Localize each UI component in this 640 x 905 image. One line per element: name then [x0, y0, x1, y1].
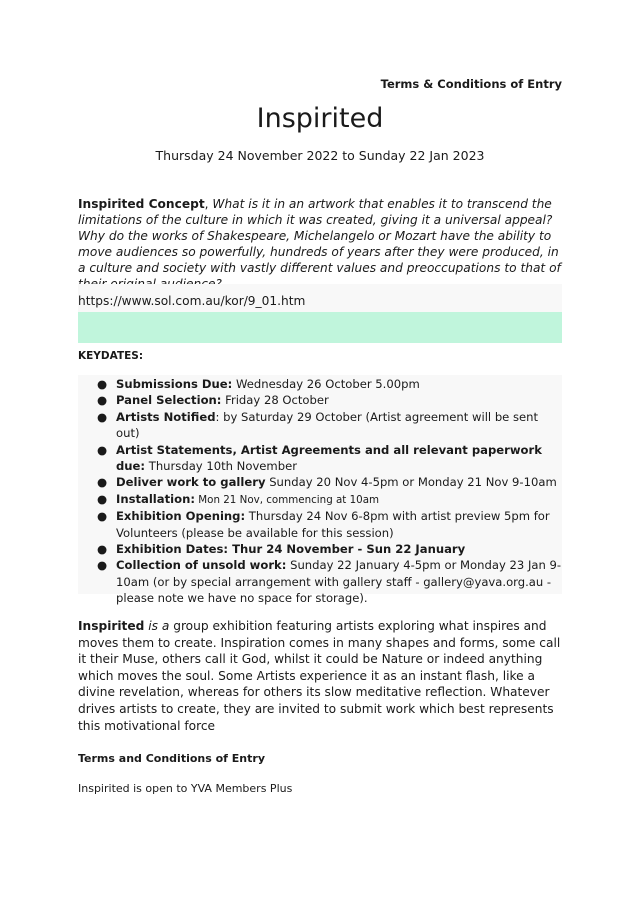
- about-title: Inspirited: [78, 619, 145, 633]
- bullet-icon: ●: [97, 558, 108, 573]
- page-title: Inspirited: [256, 103, 384, 134]
- highlight-bar: [78, 312, 562, 343]
- keydate-label: Exhibition Opening:: [116, 509, 246, 524]
- keydate-item-submissions: [96, 376, 562, 392]
- keydate-label: Collection of unsold work:: [116, 558, 287, 573]
- about-paragraph: [78, 618, 562, 734]
- keydate-label: Installation:: [116, 491, 195, 506]
- keydate-label: Artist Statements, Artist Agreements and all relevant paperwork due:: [116, 442, 542, 474]
- keydate-value: : by Saturday 29 October (Artist agreement will be sent out): [116, 409, 539, 441]
- keydate-item-artists-notified: [96, 409, 562, 442]
- keydate-label: Submissions Due:: [116, 377, 233, 391]
- concept-separator: ,: [204, 197, 213, 211]
- keydate-value: Sunday 20 Nov 4-5pm or Monday 21 Nov 9-10am: [265, 475, 557, 490]
- concept-text: What is it in an artwork that enables it to transcend the limitations of the culture in which it was created, giving it a universal appeal? Why do the works of Shakespeare, Michelangelo or Mozart have the ability to move audiences so powerfully, hundreds of years after they were produced, in a culture and society with vastly different values and preoccupations to that of: [78, 197, 561, 275]
- keydate-item-paperwork-due: [96, 442, 562, 475]
- bullet-icon: ●: [97, 442, 108, 457]
- keydate-label: Artists Notified: [116, 409, 216, 424]
- keydate-value: Friday 28 October: [221, 393, 329, 408]
- about-italic: is a: [144, 619, 170, 633]
- keydates-heading: KEYDATES:: [78, 350, 144, 362]
- exhibition-dates-subtitle: Thursday 24 November 2022 to Sunday 22 Jan 2023: [155, 148, 485, 163]
- keydate-item-installation: [96, 491, 562, 508]
- bullet-icon: ●: [97, 377, 108, 391]
- keydate-value: Sunday 22 January 4-5pm or Monday 23 Jan 9-10am (or by special arrangement with gallery staff - gallery@yava.org.au - please note we have no space for storage).: [116, 558, 562, 606]
- keydate-item-exhibition-opening: [96, 508, 562, 541]
- keydate-value: Thursday 10th November: [145, 459, 297, 474]
- bullet-icon: ●: [97, 475, 108, 490]
- keydate-label: Exhibition Dates: Thur 24 November - Sun 22 January: [116, 542, 466, 557]
- keydate-value: Wednesday 26 October 5.00pm: [232, 377, 420, 391]
- concept-label: Inspirited Concept: [78, 197, 205, 211]
- keydate-value: Thursday 24 Nov 6-8pm with artist preview 5pm for Volunteers (please be available for this session): [116, 509, 550, 540]
- reference-url[interactable]: https://www.sol.com.au/kor/9_01.htm: [78, 294, 306, 308]
- bullet-icon: ●: [97, 393, 108, 408]
- reference-url-block: [78, 284, 562, 312]
- terms-heading: Terms and Conditions of Entry: [78, 752, 265, 765]
- keydate-value: Mon 21 Nov, commencing at 10am: [194, 493, 380, 506]
- terms-text: Inspirited is open to YVA Members Plus: [78, 782, 293, 795]
- keydate-item-panel-selection: [96, 392, 562, 408]
- keydate-item-collection: [96, 557, 562, 606]
- concept-paragraph: [78, 196, 562, 292]
- bullet-icon: ●: [97, 542, 108, 557]
- keydate-item-deliver-work: [96, 474, 562, 490]
- bullet-icon: ●: [97, 491, 108, 506]
- keydates-list: [96, 376, 562, 607]
- bullet-icon: ●: [97, 409, 108, 424]
- keydate-label: Panel Selection:: [116, 393, 222, 408]
- bullet-icon: ●: [97, 509, 108, 524]
- header-terms-link: Terms & Conditions of Entry: [380, 77, 562, 91]
- keydate-label: Deliver work to gallery: [116, 475, 266, 490]
- keydate-item-exhibition-dates: [96, 541, 562, 557]
- about-text: group exhibition featuring artists exploring what inspires and moves them to create. Inspiration comes in many shapes and forms, some call it their Muse, others call it God, whilst it could be Nature or indeed anything which moves the soul. Some Artists experience it as an instant flash, like a divine revelation, whereas for others its slow meditative reflection. Whatever drives artists to create, they are invited to submit work which best represents this motivational force: [78, 619, 561, 733]
